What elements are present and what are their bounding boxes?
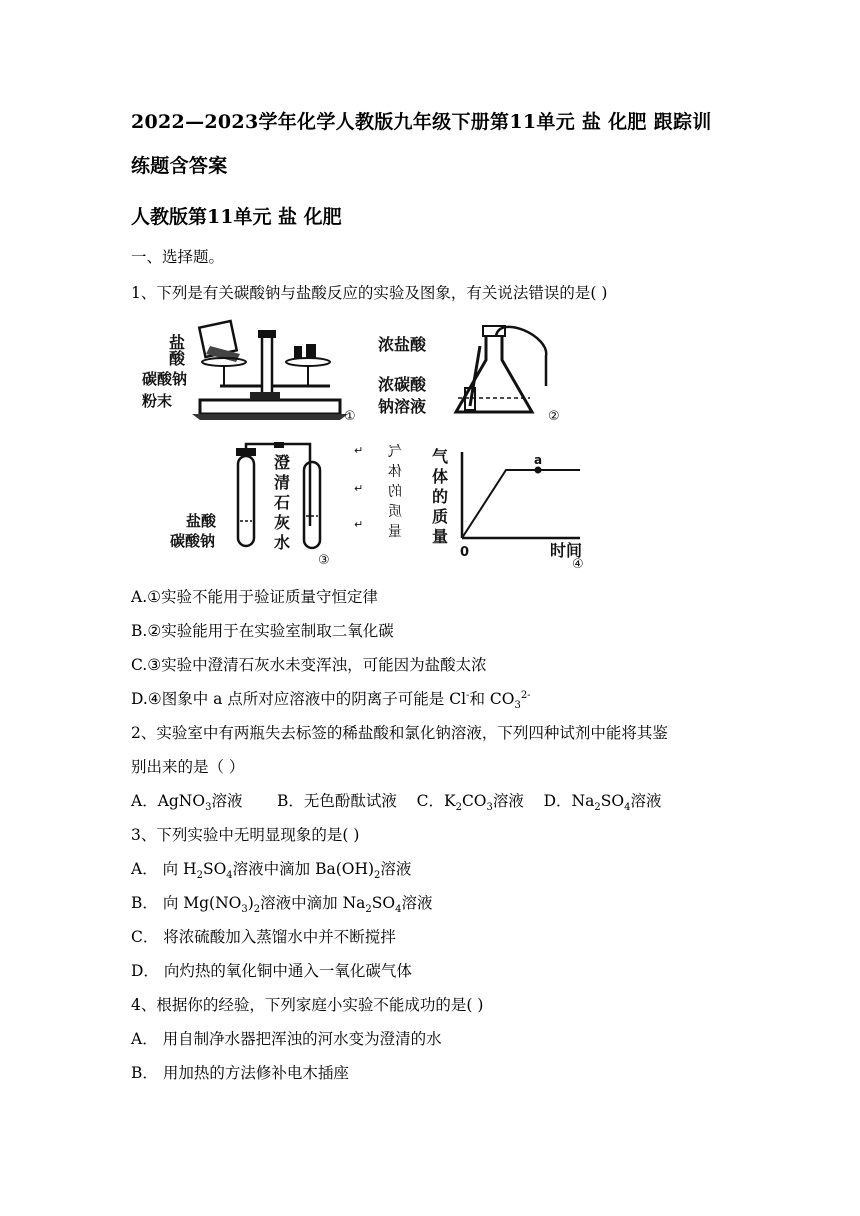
label-na2co3-2: 碳酸钠	[170, 532, 216, 550]
label-limewater-2: 清	[274, 473, 291, 492]
q2-option-a: A．AgNO$_3$溶液	[131, 792, 243, 814]
q3-option-d: D． 向灼热的氧化铜中通入一氧化碳气体	[131, 962, 412, 980]
svg-text:质: 质	[388, 504, 402, 520]
graph-point-a: a	[534, 453, 543, 467]
return-mark-3: ↵	[354, 518, 364, 531]
mirrored-label	[388, 444, 402, 540]
q2-option-c: C．$K_2CO_3$溶液	[416, 792, 524, 814]
q2-options	[131, 789, 662, 814]
label-conc-hcl: 浓盐酸	[378, 335, 427, 354]
label-panel-3: ③	[318, 553, 330, 568]
q3-option-a: A． 向 $H_2SO_4$溶液中滴加 $Ba(OH)_2$溶液	[131, 860, 412, 882]
label-panel-2: ②	[548, 409, 560, 424]
q2-option-d: D．$Na_2SO_4$溶液	[543, 792, 662, 814]
q3-option-c: C． 将浓硫酸加入蒸馏水中并不断搅拌	[131, 928, 396, 946]
title-line-1: 2022—2023学年化学人教版九年级下册第11单元 盐 化肥 跟踪训	[131, 111, 712, 133]
section-heading: 一、选择题。	[131, 248, 225, 266]
q3-stem: 3、下列实验中无明显现象的是( )	[131, 826, 360, 844]
q2-stem-line-2: 别出来的是（ ）	[131, 758, 245, 776]
graph-ylabel-2: 体	[432, 467, 449, 486]
graph-ylabel-4: 质	[432, 507, 449, 526]
svg-text:体: 体	[388, 464, 402, 480]
q1-option-c: C.③实验中澄清石灰水未变浑浊，可能因为盐酸太浓	[131, 656, 487, 674]
q2-stem-line-1: 2、实验室中有两瓶失去标签的稀盐酸和氯化钠溶液，下列四种试剂中能将其鉴	[131, 724, 668, 742]
balance-apparatus	[192, 321, 348, 420]
label-sodium-carbonate-powder-2: 粉末	[142, 392, 173, 410]
label-limewater-4: 灰	[274, 513, 291, 532]
q2-option-b: B．无色酚酞试液	[276, 792, 397, 810]
label-limewater-3: 石	[274, 493, 291, 512]
label-conc-na2co3-1: 浓碳酸	[378, 375, 427, 394]
document-title	[131, 100, 741, 188]
q4-option-b: B． 用加热的方法修补电木插座	[131, 1064, 349, 1082]
label-sodium-carbonate-powder-1: 碳酸钠	[142, 370, 188, 388]
document-subtitle: 人教版第11单元 盐 化肥	[131, 206, 342, 228]
flask-apparatus	[456, 326, 546, 412]
q1-figure	[140, 316, 610, 572]
label-panel-1: ①	[344, 409, 356, 424]
q3-option-b: B． 向 $Mg(NO_3)_2$溶液中滴加 $Na_2SO_4$溶液	[131, 894, 433, 916]
q1-stem: 1、下列是有关碳酸钠与盐酸反应的实验及图象，有关说法错误的是( )	[131, 284, 608, 302]
label-hcl-2: 盐酸	[186, 512, 217, 530]
return-mark-1: ↵	[354, 444, 364, 457]
q1-option-d: D.④图象中 a 点所对应溶液中的阴离子可能是 Cl-和 $CO_3^{2-}$	[131, 689, 531, 712]
graph-ylabel-3: 的	[432, 487, 449, 506]
return-mark-2: ↵	[354, 482, 364, 495]
q1-option-b: B.②实验能用于在实验室制取二氧化碳	[131, 622, 394, 640]
graph-ylabel-5: 量	[432, 527, 449, 546]
q1-option-a: A.①实验不能用于验证质量守恒定律	[131, 588, 379, 606]
q4-stem: 4、根据你的经验，下列家庭小实验不能成功的是( )	[131, 996, 484, 1014]
graph-origin: 0	[460, 545, 470, 560]
svg-text:气: 气	[388, 444, 402, 460]
graph-xlabel: 时间	[550, 541, 583, 560]
q4-option-a: A． 用自制净水器把浑浊的河水变为澄清的水	[131, 1030, 442, 1048]
label-hydrochloric-acid: 盐酸	[166, 334, 186, 366]
svg-text:的: 的	[388, 484, 402, 500]
label-conc-na2co3-2: 钠溶液	[378, 397, 427, 416]
graph-ylabel-1: 气	[432, 447, 449, 466]
label-panel-4: ④	[572, 557, 584, 572]
title-line-2: 练题含答案	[131, 155, 228, 177]
label-limewater: 澄	[274, 453, 291, 472]
mass-time-graph	[462, 452, 580, 538]
label-limewater-5: 水	[274, 533, 291, 552]
svg-text:量: 量	[388, 524, 402, 540]
